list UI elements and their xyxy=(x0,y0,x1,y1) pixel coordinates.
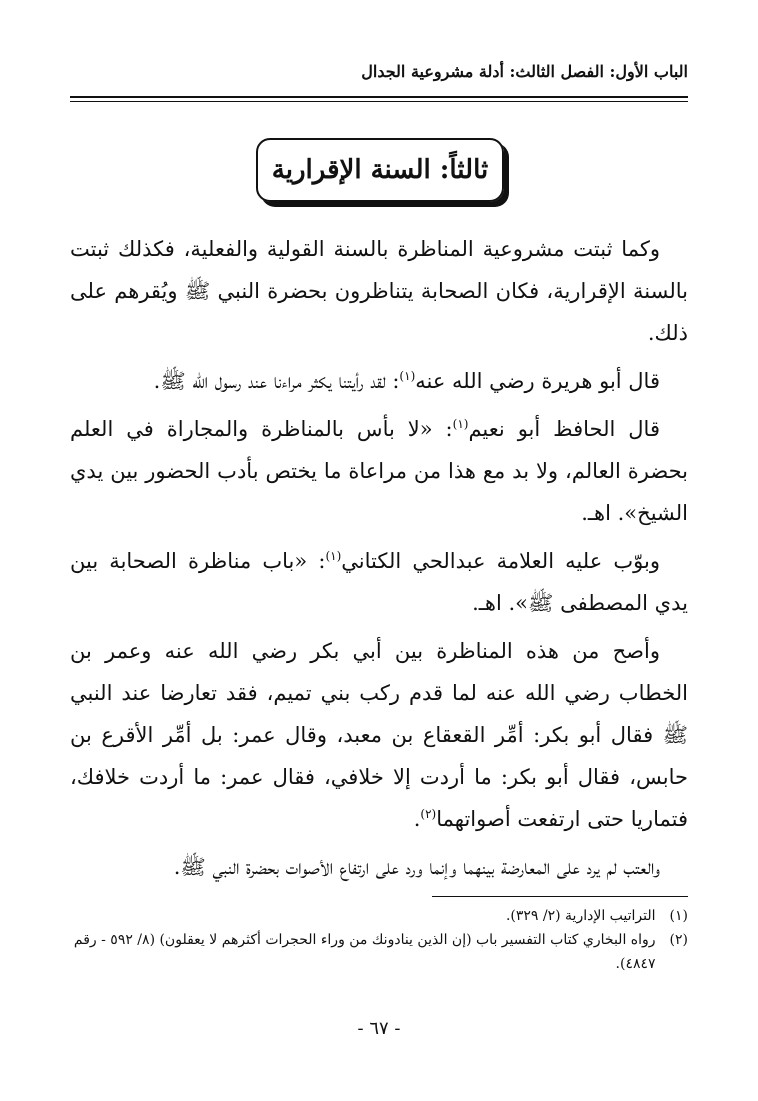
footnote-ref: (١) xyxy=(325,549,342,563)
paragraph xyxy=(70,360,688,402)
footnote-number: (٢) xyxy=(669,932,688,948)
paragraph-text: والعتب لم يرد على المعارضة بينهما وإنما ورد على ارتفاع الأصوات بحضرة النبي ﷺ. xyxy=(173,855,660,879)
footnote-number: (١) xyxy=(669,908,688,924)
footnote-divider xyxy=(432,896,688,897)
paragraph xyxy=(70,408,688,534)
paragraph xyxy=(70,228,688,354)
footnotes xyxy=(70,904,688,976)
footnote-ref: (٢) xyxy=(420,807,437,821)
paragraph-text: وكما ثبتت مشروعية المناظرة بالسنة القولية والفعلية، فكذلك ثبتت بالسنة الإقرارية، فكان الصحابة يتناظرون بحضرة النبي ﷺ ويُقرهم على ذلك. xyxy=(70,237,688,345)
paragraph-text: . xyxy=(413,807,421,831)
paragraph xyxy=(70,846,688,888)
paragraph-text: : لقد رأيتنا يكثر مراءنا عند رسول الله ﷺ. xyxy=(153,369,400,393)
footnote xyxy=(70,904,688,928)
footnote-ref: (١) xyxy=(452,417,469,431)
footnote-text: التراتيب الإدارية (٢/ ٣٢٩). xyxy=(505,908,656,924)
footnote-text: رواه البخاري كتاب التفسير باب (إن الذين ينادونك من وراء الحجرات أكثرهم لا يعقلون) (٨/ ٥٩٢ - رقم ٤٨٤٧). xyxy=(73,932,656,972)
paragraph-text: : «لا بأس بالمناظرة والمجاراة في العلم بحضرة العالم، ولا بد مع هذا من مراعاة ما يختص بأدب الحضور بين يدي الشيخ». اهـ. xyxy=(70,417,688,525)
footnote-ref: (١) xyxy=(399,369,416,383)
paragraph-text: وبوّب عليه العلامة عبدالحي الكتاني xyxy=(341,549,660,573)
footnote xyxy=(70,928,688,976)
running-header: الباب الأول: الفصل الثالث: أدلة مشروعية الجدال xyxy=(361,62,688,81)
paragraph-text: : «باب مناظرة الصحابة بين يدي المصطفى ﷺ». اهـ. xyxy=(70,549,688,615)
paragraph-text: قال الحافظ أبو نعيم xyxy=(468,417,660,441)
section-title: ثالثاً: السنة الإقرارية xyxy=(256,138,504,202)
paragraph xyxy=(70,630,688,840)
paragraph xyxy=(70,540,688,624)
body-text xyxy=(70,228,688,888)
paragraph-text: قال أبو هريرة رضي الله عنه xyxy=(415,369,660,393)
paragraph-text: وأصح من هذه المناظرة بين أبي بكر رضي الله عنه وعمر بن الخطاب رضي الله عنه لما قدم ركب بني تميم، فقد تعارضا عند النبي ﷺ فقال أبو بكر: أمِّر القعقاع بن معبد، وقال عمر: بل أمِّر الأقرع بن حابس، فقال أبو بكر: ما أردت إلا خلافي، فقال عمر: ما أردت خلافك، فتماريا حتى ارتفعت أصواتهما xyxy=(70,639,688,831)
page-number: - ٦٧ - xyxy=(357,1018,401,1039)
header-rule xyxy=(70,96,688,102)
